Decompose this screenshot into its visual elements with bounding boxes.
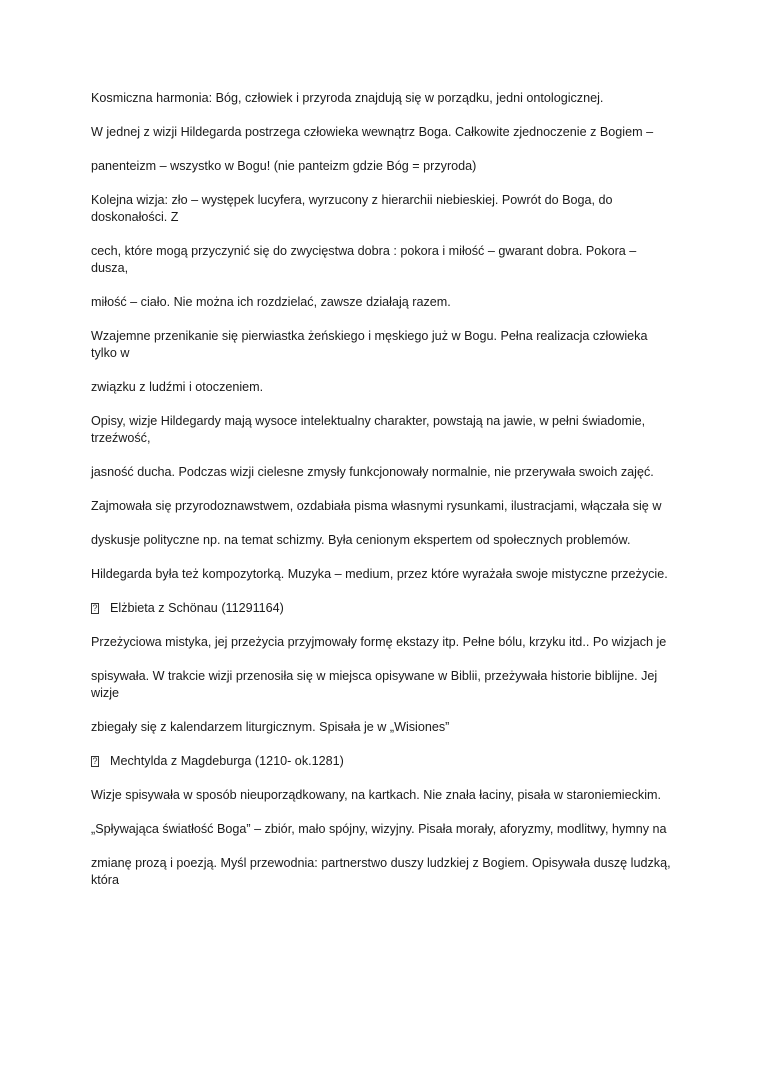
paragraph: jasność ducha. Podczas wizji cielesne zmysły funkcjonowały normalnie, nie przerywała swoich zajęć. bbox=[91, 465, 654, 479]
paragraph: Wzajemne przenikanie się pierwiastka żeńskiego i męskiego już w Bogu. Pełna realizacja człowieka tylko w bbox=[91, 329, 648, 360]
paragraph: zmianę prozą i poezją. Myśl przewodnia: partnerstwo duszy ludzkiej z Bogiem. Opisywała duszę ludzką, która bbox=[91, 856, 671, 887]
paragraph: Wizje spisywała w sposób nieuporządkowany, na kartkach. Nie znała łaciny, pisała w staroniemieckim. bbox=[91, 788, 661, 802]
bullet-heading-text: Mechtylda z Magdeburga (1210- ok.1281) bbox=[110, 754, 344, 768]
paragraph: Przeżyciowa mistyka, jej przeżycia przyjmowały formę ekstazy itp. Pełne bólu, krzyku itd.. Po wizjach je bbox=[91, 635, 667, 649]
bullet-heading bbox=[91, 600, 676, 617]
paragraph: panenteizm – wszystko w Bogu! (nie panteizm gdzie Bóg = przyroda) bbox=[91, 159, 477, 173]
paragraph: „Spływająca światłość Boga” – zbiór, mało spójny, wizyjny. Pisała morały, aforyzmy, modlitwy, hymny na bbox=[91, 822, 667, 836]
paragraph: Kolejna wizja: zło – występek lucyfera, wyrzucony z hierarchii niebieskiej. Powrót do Boga, do doskonałości. Z bbox=[91, 193, 613, 224]
document-body bbox=[91, 90, 676, 906]
paragraph: związku z ludźmi i otoczeniem. bbox=[91, 380, 264, 394]
bullet-heading bbox=[91, 753, 676, 770]
paragraph: cech, które mogą przyczynić się do zwycięstwa dobra : pokora i miłość – gwarant dobra. Pokora – dusza, bbox=[91, 244, 637, 275]
paragraph: zbiegały się z kalendarzem liturgicznym. Spisała je w „Wisiones” bbox=[91, 720, 450, 734]
paragraph: Hildegarda była też kompozytorką. Muzyka – medium, przez które wyrażała swoje mistyczne przeżycie. bbox=[91, 567, 668, 581]
paragraph: W jednej z wizji Hildegarda postrzega człowieka wewnątrz Boga. Całkowite zjednoczenie z Bogiem – bbox=[91, 125, 654, 139]
paragraph: dyskusje polityczne np. na temat schizmy. Była cenionym ekspertem od społecznych problemów. bbox=[91, 533, 631, 547]
paragraph: Opisy, wizje Hildegardy mają wysoce intelektualny charakter, powstają na jawie, w pełni świadomie, trzeźwość, bbox=[91, 414, 646, 445]
paragraph: spisywała. W trakcie wizji przenosiła się w miejsca opisywane w Biblii, przeżywała historie biblijne. Jej wizje bbox=[91, 669, 658, 700]
paragraph: Kosmiczna harmonia: Bóg, człowiek i przyroda znajdują się w porządku, jedni ontologicznej. bbox=[91, 91, 604, 105]
bullet-heading-text: Elżbieta z Schönau (11291164) bbox=[110, 601, 284, 615]
paragraph: Zajmowała się przyrodoznawstwem, ozdabiała pisma własnymi rysunkami, ilustracjami, włączała się w bbox=[91, 499, 662, 513]
missing-glyph-bullet-icon bbox=[91, 756, 99, 767]
paragraph: miłość – ciało. Nie można ich rozdzielać, zawsze działają razem. bbox=[91, 295, 451, 309]
missing-glyph-bullet-icon bbox=[91, 603, 99, 614]
